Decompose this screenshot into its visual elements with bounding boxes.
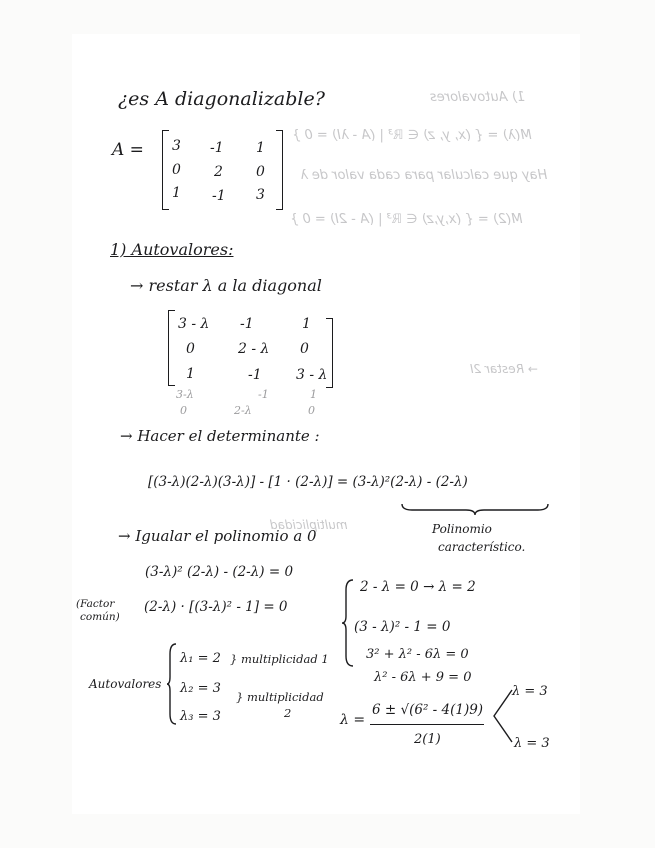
- sarrus-cell: 0: [308, 404, 315, 417]
- cases-brace: [341, 578, 355, 668]
- matrix-a-cell: 3: [172, 138, 181, 154]
- matrix-a-cell: 0: [172, 162, 181, 178]
- roots-brace: [490, 688, 514, 744]
- underbrace: [400, 502, 550, 516]
- matrix-lambda-left-bracket: [168, 310, 175, 386]
- matrix-lambda-cell: 3 - λ: [296, 367, 328, 383]
- matrix-lambda-cell: -1: [240, 316, 254, 332]
- matrix-lambda-cell: 1: [186, 366, 195, 382]
- lambda-23-multiplicity-value: 2: [284, 706, 292, 720]
- matrix-a-left-bracket: [162, 130, 169, 210]
- equation-1: (3-λ)² (2-λ) - (2-λ) = 0: [145, 564, 294, 580]
- matrix-lambda-cell: 0: [186, 341, 195, 357]
- matrix-a-cell: 1: [256, 140, 265, 156]
- factor-label-1: (Factor: [76, 598, 115, 610]
- matrix-lambda-cell: 2 - λ: [238, 341, 270, 357]
- bleed-through-6: multiplicidad: [270, 518, 348, 532]
- sarrus-cell: -1: [258, 388, 269, 401]
- case-3: 3² + λ² - 6λ = 0: [366, 647, 469, 662]
- matrix-lambda-cell: 3 - λ: [178, 316, 210, 332]
- autovalores-brace: [166, 642, 178, 726]
- lambda-1: λ₁ = 2: [180, 651, 221, 666]
- bleed-through-1: 1) Autovalores: [430, 90, 525, 105]
- section-heading: 1) Autovalores:: [110, 240, 234, 259]
- matrix-a-cell: 2: [214, 164, 223, 180]
- matrix-a-cell: 3: [256, 187, 265, 203]
- matrix-a-cell: 0: [256, 164, 265, 180]
- root-2: λ = 3: [514, 736, 550, 751]
- sarrus-cell: 3-λ: [176, 388, 194, 401]
- sarrus-cell: 1: [310, 388, 317, 401]
- matrix-lambda-cell: -1: [248, 367, 262, 383]
- case-1: 2 - λ = 0 → λ = 2: [360, 579, 476, 595]
- matrix-a-cell: -1: [210, 140, 224, 156]
- matrix-a-cell: -1: [212, 188, 226, 204]
- autovalores-label: Autovalores: [89, 677, 162, 691]
- step-igualar: → Igualar el polinomio a 0: [118, 527, 317, 545]
- step-restar: → restar λ a la diagonal: [130, 276, 322, 295]
- matrix-a-cell: 1: [172, 185, 181, 201]
- quadratic-lhs: λ =: [340, 712, 366, 728]
- bleed-through-2: M(λ) = { (x, y, z) ∈ ℝ³ | (A - λI) = 0 }: [292, 128, 532, 143]
- matrix-a-label: A =: [112, 140, 144, 160]
- bleed-through-3: Hay que calcular para cada valor de λ: [300, 168, 548, 183]
- equation-2: (2-λ) · [(3-λ)² - 1] = 0: [144, 599, 288, 615]
- factor-label-2: común): [80, 611, 120, 623]
- lambda-2: λ₂ = 3: [180, 681, 221, 696]
- step-determinante: → Hacer el determinante :: [120, 427, 320, 445]
- sarrus-cell: 0: [180, 404, 187, 417]
- case-2: (3 - λ)² - 1 = 0: [354, 619, 451, 635]
- sarrus-cell: 2-λ: [234, 404, 252, 417]
- lambda-3: λ₃ = 3: [180, 709, 221, 724]
- page-title: ¿es A diagonalizable?: [118, 88, 325, 110]
- bleed-through-5: → Restar 2I: [470, 362, 538, 376]
- lambda-23-multiplicity: } multiplicidad: [236, 690, 324, 704]
- fraction-bar: [370, 724, 484, 725]
- case-4: λ² - 6λ + 9 = 0: [374, 670, 472, 685]
- root-1: λ = 3: [512, 684, 548, 699]
- bleed-through-4: M(2) = { (x,y,z) ∈ ℝ³ | (A - 2I) = 0 }: [290, 212, 523, 227]
- determinant-expression: [(3-λ)(2-λ)(3-λ)] - [1 · (2-λ)] = (3-λ)²(2-λ) - (2-λ): [148, 474, 468, 490]
- matrix-lambda-cell: 1: [302, 316, 311, 332]
- matrix-a-right-bracket: [276, 130, 283, 210]
- lambda-1-multiplicity: } multiplicidad 1: [230, 652, 329, 666]
- char-poly-label-1: Polinomio: [432, 522, 492, 536]
- matrix-lambda-cell: 0: [300, 341, 309, 357]
- char-poly-label-2: característico.: [438, 540, 526, 554]
- quadratic-numerator: 6 ± √(6² - 4(1)9): [372, 702, 484, 718]
- quadratic-denominator: 2(1): [414, 732, 441, 747]
